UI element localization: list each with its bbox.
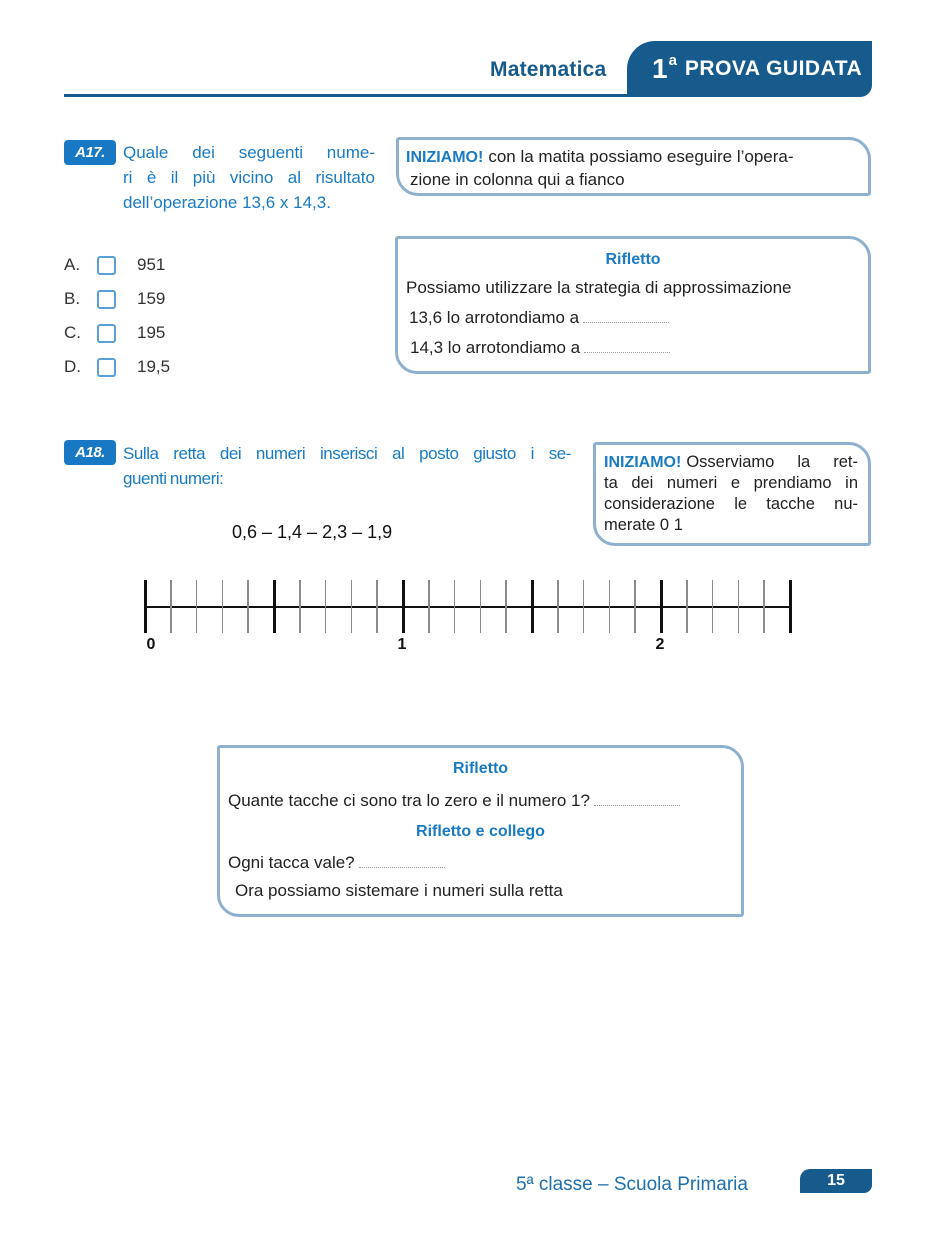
option-d[interactable] [64, 350, 170, 384]
minor-tick [222, 580, 224, 633]
hint-line [406, 146, 856, 169]
hint-text: con la matita possiamo eseguire l’opera- [488, 147, 794, 166]
minor-tick [557, 580, 559, 633]
minor-tick [376, 580, 378, 633]
number-line-axis [145, 606, 790, 608]
hint-line: considerazione le tacche nu- [604, 495, 858, 513]
major-tick [273, 580, 276, 633]
minor-tick [170, 580, 172, 633]
tick-label: 1 [397, 636, 407, 653]
option-value: 159 [137, 289, 166, 308]
reflect-box-a18 [217, 745, 744, 917]
minor-tick [351, 580, 353, 633]
minor-tick [686, 580, 688, 633]
reflect-box-a17 [395, 236, 871, 374]
major-tick [660, 580, 663, 633]
footer-grade: 5ª classe – Scuola Primaria [516, 1174, 748, 1195]
question-badge-a18: A18. [64, 440, 116, 465]
answer-blank[interactable] [594, 793, 680, 806]
minor-tick [712, 580, 714, 633]
checkbox[interactable] [97, 358, 116, 377]
option-a[interactable] [64, 248, 170, 282]
reflect-line-round-14-3 [406, 333, 860, 363]
answer-blank[interactable] [583, 310, 669, 323]
number-line[interactable] [145, 578, 791, 658]
major-tick [531, 580, 534, 633]
question-badge-a17: A17. [64, 140, 116, 165]
option-letter: B. [64, 289, 81, 308]
option-value: 951 [137, 255, 166, 274]
minor-tick [505, 580, 507, 633]
hint-line: zione in colonna qui a fianco [410, 170, 625, 189]
hint-label: INIZIAMO! [604, 454, 682, 471]
hint-line: ta dei numeri e prendiamo in [604, 474, 858, 492]
major-tick [402, 580, 405, 633]
minor-tick [738, 580, 740, 633]
reflect-line: Possiamo utilizzare la strategia di approssimazione [406, 278, 792, 297]
reflect-closing: Ora possiamo sistemare i numeri sulla retta [235, 881, 563, 900]
tick-label: 2 [655, 636, 665, 653]
hint-text: Osserviamo la ret- [686, 453, 858, 471]
question-line: guenti numeri: [123, 469, 224, 488]
minor-tick [454, 580, 456, 633]
test-title-tab [627, 41, 872, 97]
minor-tick [299, 580, 301, 633]
hint-box-a18 [593, 442, 871, 546]
checkbox[interactable] [97, 324, 116, 343]
minor-tick [609, 580, 611, 633]
reflect-line-text: 13,6 lo arrotondiamo a [409, 308, 580, 327]
hint-line [604, 452, 858, 473]
minor-tick [325, 580, 327, 633]
minor-tick [634, 580, 636, 633]
reflect-line-text: 14,3 lo arrotondiamo a [410, 338, 581, 357]
question-line: Quale dei seguenti nume- [123, 143, 375, 162]
question-a17-text [123, 140, 375, 215]
major-tick [789, 580, 792, 633]
major-tick [144, 580, 147, 633]
checkbox[interactable] [97, 256, 116, 275]
answer-options [64, 248, 170, 384]
subject-title: Matematica [490, 58, 607, 81]
option-c[interactable] [64, 316, 170, 350]
hint-box-a17 [396, 137, 871, 196]
test-title: PROVA GUIDATA [684, 57, 863, 80]
minor-tick [583, 580, 585, 633]
test-number: 1 [652, 53, 668, 84]
minor-tick [247, 580, 249, 633]
test-number-ordinal: a [668, 51, 677, 69]
answer-blank[interactable] [359, 855, 445, 868]
question-line: ri è il più vicino al risultato [123, 168, 375, 187]
option-letter: A. [64, 255, 81, 274]
reflect-question-tick-value [228, 848, 733, 878]
reflect-question-ticks [228, 786, 733, 816]
answer-blank[interactable] [584, 340, 670, 353]
hint-line: merate 0 1 [604, 516, 683, 534]
reflect-title: Rifletto [452, 760, 509, 777]
question-line: Sulla retta dei numeri inserisci al posto giusto i se- [123, 444, 571, 463]
option-value: 19,5 [137, 357, 171, 376]
checkbox[interactable] [97, 290, 116, 309]
minor-tick [480, 580, 482, 633]
option-letter: C. [64, 323, 81, 342]
option-value: 195 [137, 323, 166, 342]
question-a18-text [123, 441, 571, 491]
question-line: dell’operazione 13,6 x 14,3. [123, 193, 331, 212]
numbers-to-place: 0,6 – 1,4 – 2,3 – 1,9 [232, 522, 393, 542]
header-rule [64, 94, 634, 97]
option-letter: D. [64, 357, 81, 376]
option-b[interactable] [64, 282, 170, 316]
minor-tick [763, 580, 765, 633]
hint-label: INIZIAMO! [406, 149, 484, 166]
reflect-line-text: Quante tacche ci sono tra lo zero e il numero 1? [228, 791, 590, 810]
reflect-line-text: Ogni tacca vale? [228, 853, 355, 872]
minor-tick [428, 580, 430, 633]
tick-label: 0 [146, 636, 156, 653]
reflect-title: Rifletto [605, 251, 661, 268]
reflect-subtitle: Rifletto e collego [416, 823, 545, 840]
page-number: 15 [800, 1169, 872, 1193]
reflect-line-round-13-6 [406, 303, 860, 333]
minor-tick [196, 580, 198, 633]
